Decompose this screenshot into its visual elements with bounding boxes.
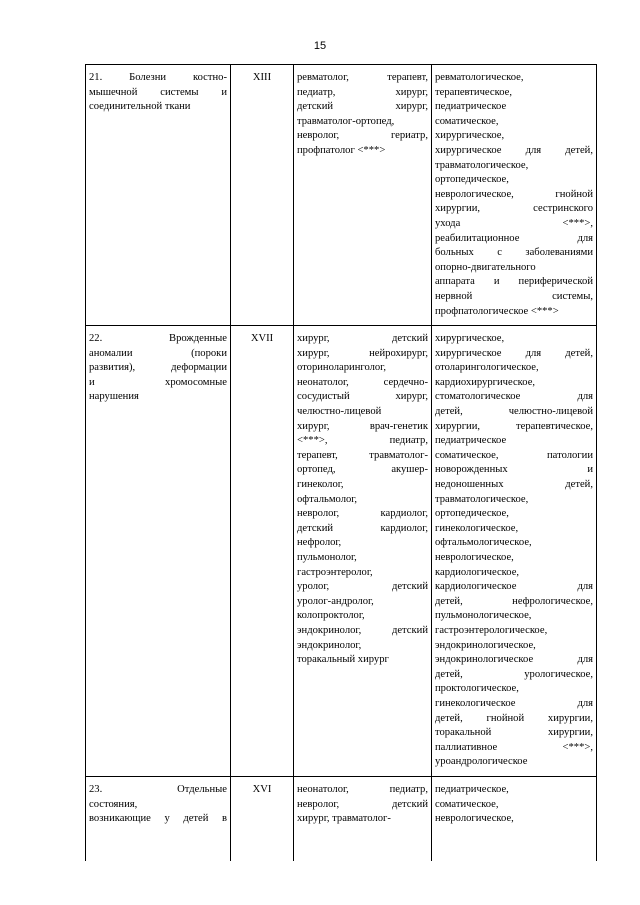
cell-line: стоматологическое для [435,391,593,403]
cell-line: колопроктолог, [297,610,365,622]
cell-line: детей, урологическое, [435,668,593,680]
cell-line: детей, нефрологическое, [435,595,593,607]
cell-line: оториноларинголог, [297,362,386,374]
cell-line: неонатолог, сердечно- [297,376,428,388]
cell-line: развития), деформации [89,362,227,374]
cell-line: и хромосомные [89,376,227,388]
cell-line: детский хирург, [297,101,428,113]
cell-line: гинекологическое для [435,697,593,709]
cell-line: педиатрическое [435,101,507,113]
cell-line: хирургическое для детей, [435,347,593,359]
cell-line: невролог, детский [297,798,428,810]
cell-line: уролог, детский [297,581,428,593]
cell-line: хирургическое, [435,333,505,345]
cell-line: травматолог-ортопед, [297,115,395,127]
cell-line: 21. Болезни костно- [89,72,227,83]
cell-line: 22. Врожденные [89,333,227,345]
cell-line: недоношенных детей, [435,479,593,491]
table-row [86,776,597,861]
cell-line: детский кардиолог, [297,522,428,534]
cell-line: состояния, [89,798,138,810]
cell-line: опорно-двигательного [435,261,536,273]
cell-line: мышечной системы и [89,86,227,98]
cell-line: хирургическое, [435,130,505,142]
icd-class-cell: XIII [231,65,294,326]
table-row [86,65,597,326]
cell-line: проктологическое, [435,683,519,695]
cell-line: уроандрологическое [435,756,528,768]
icd-class-cell: XVII [231,326,294,777]
cell-line: кардиологическое, [435,566,520,578]
cell-line: реабилитационное для [435,232,593,244]
cell-line: ревматологическое, [435,72,524,83]
page-number: 15 [313,40,327,52]
cell-line: гастроэнтерологическое, [435,624,548,636]
cell-line: ортопедическое, [435,508,509,520]
cell-line: ревматолог, терапевт, [297,72,428,83]
cell-line: кардиохирургическое, [435,376,536,388]
cell-line: травматологическое, [435,159,529,171]
cell-line: педиатрическое [435,435,507,447]
cell-line: ортопед, акушер- [297,464,428,476]
cell-line: отоларингологическое, [435,362,539,374]
cell-line: хирург, врач-генетик [297,420,428,432]
cell-line: ухода <***>, [435,217,593,229]
cell-line: кардиологическое для [435,581,593,593]
cell-line: новорожденных и [435,464,593,476]
cell-line: пульмонологическое, [435,610,532,622]
cell-line: неонатолог, педиатр, [297,783,428,795]
cell-line: неврологическое, [435,552,514,563]
cell-line: уролог-андролог, [297,595,374,607]
cell-line: нервной системы, [435,290,593,302]
cell-line: эндокринологическое для [435,654,593,666]
cell-line: хирург, нейрохирург, [297,347,428,359]
cell-line: хирургии, терапевтическое, [435,420,593,432]
cell-line: детей, гнойной хирургии, [435,712,593,724]
specialists-cell [294,326,432,777]
cell-line: соматическое, [435,115,499,127]
cell-line: эндокринологическое, [435,639,536,651]
cell-line: профпатолог <***> [297,144,386,156]
cell-line: неврологическое, [435,813,514,825]
cell-line: эндокринолог, [297,639,362,651]
cell-line: педиатр, хирург, [297,86,428,98]
cell-line: профпатологическое <***> [435,305,559,317]
disease-class-cell [86,776,231,861]
cell-line: невролог, гериатр, [297,130,428,142]
cell-line: невролог, кардиолог, [297,508,428,520]
cell-line: неврологическое, гнойной [435,188,593,200]
cell-line: эндокринолог, детский [297,624,428,636]
cell-line: гастроэнтеролог, [297,566,373,578]
cell-line: соматическое, [435,798,499,810]
cell-line: возникающие у детей в [89,813,227,825]
cell-line: офтальмолог, [297,493,358,505]
cell-line: больных с заболеваниями [435,247,593,259]
cell-line: пульмонолог, [297,552,357,563]
cell-line: хирург, детский [297,333,428,345]
cell-line: детей, челюстно-лицевой [435,406,593,418]
cell-line: сосудистый хирург, [297,391,428,403]
cell-line: соматическое, патологии [435,449,593,461]
cell-line: торакальный хирург [297,654,389,666]
cell-line: соединительной ткани [89,101,191,113]
cell-line: офтальмологическое, [435,537,532,549]
specialists-cell [294,776,432,861]
cell-line: челюстно-лицевой [297,406,382,418]
cell-line: <***>, педиатр, [297,435,428,447]
profiles-cell [432,65,597,326]
profiles-cell [432,776,597,861]
cell-line: терапевтическое, [435,86,512,98]
cell-line: педиатрическое, [435,783,509,795]
table-row [86,326,597,777]
icd-class-cell: XVI [231,776,294,861]
cell-line: хирург, травматолог- [297,813,391,825]
cell-line: гинекологическое, [435,522,519,534]
cell-line: терапевт, травматолог- [297,449,428,461]
cell-line: аномалии (пороки [89,347,227,359]
cell-line: хирургическое для детей, [435,144,593,156]
medical-profiles-table [85,64,597,861]
cell-line: травматологическое, [435,493,529,505]
cell-line: аппарата и периферической [435,276,593,288]
specialists-cell [294,65,432,326]
cell-line: нефролог, [297,537,342,549]
cell-line: ортопедическое, [435,174,509,186]
disease-class-cell [86,326,231,777]
cell-line: торакальной хирургии, [435,727,593,739]
cell-line: нарушения [89,391,139,403]
cell-line: 23. Отдельные [89,783,227,795]
cell-line: паллиативное <***>, [435,741,593,753]
profiles-cell [432,326,597,777]
cell-line: хирургии, сестринского [435,203,593,215]
disease-class-cell [86,65,231,326]
cell-line: гинеколог, [297,479,344,491]
